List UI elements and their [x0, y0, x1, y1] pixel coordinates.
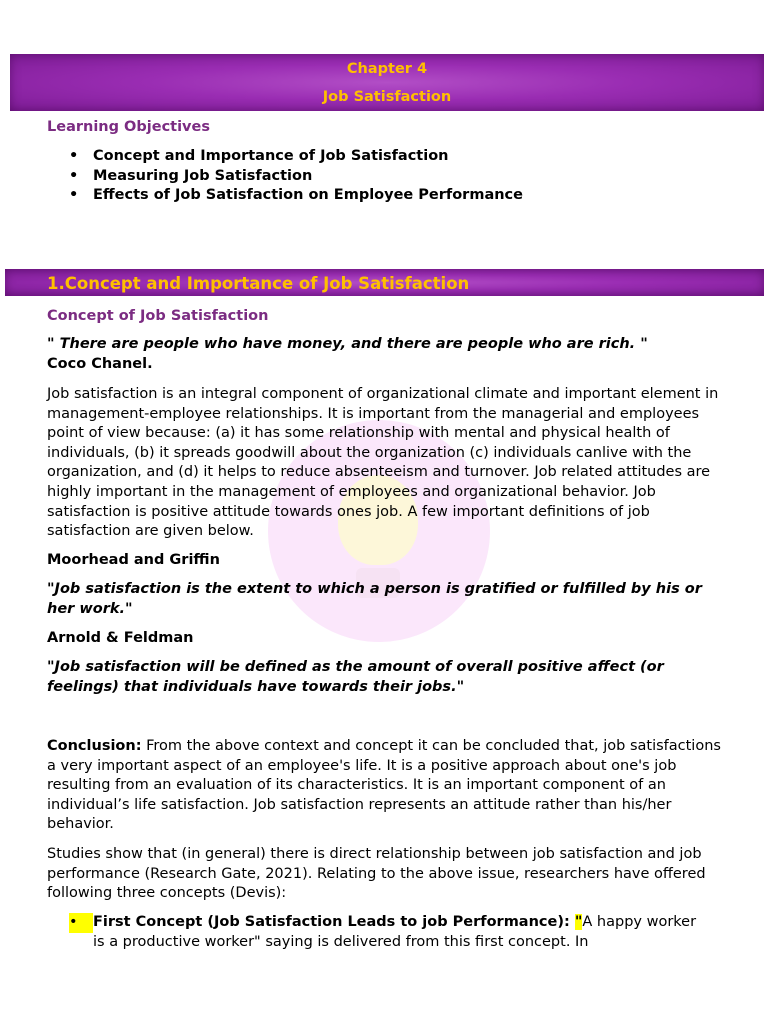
open-quote: " — [574, 914, 583, 930]
chapter-label: Chapter 4 — [346, 61, 428, 77]
learning-objectives-heading: Learning Objectives — [47, 119, 210, 135]
intro-paragraph: Job satisfaction is an integral component of organizational climate and important element in management-employee relationships. It is important from the managerial and employees point of view because: (a) it has some relationship with mental and physical health of individuals, (b) it spreads goodwill about the organization (c) individuals canlive with the organization, and (d) it helps to reduce absenteeism and turnover. Job related attitudes are highly important in the management of employees and organizational behavior. Job satisfaction is positive attitude towards ones job. A few important definitions of job satisfaction are given below. — [47, 386, 719, 540]
concept-text: A happy worker is a productive worker" saying is delivered from this first concept. In — [93, 914, 697, 950]
list-item: • Effects of Job Satisfaction on Employee Performance — [47, 186, 727, 206]
section-banner — [5, 269, 764, 296]
opening-quote: " There are people who have money, and there are people who are rich. " — [47, 336, 648, 352]
learning-objectives-list — [47, 147, 727, 206]
section-title: 1.Concept and Importance of Job Satisfaction — [47, 274, 470, 293]
conclusion-label: Conclusion: — [47, 738, 142, 754]
list-item: • Concept and Importance of Job Satisfaction — [47, 147, 727, 167]
concept-subheading: Concept of Job Satisfaction — [47, 308, 269, 324]
concept-label: First Concept (Job Satisfaction Leads to job Performance): — [93, 914, 575, 930]
conclusion-text: From the above context and concept it can be concluded that, job satisfactions a very important aspect of an employee's life. It is a positive approach about one's job resulting from an evaluation of its characteristics. It is an important component of an individual’s life satisfaction. Job satisfaction represents an attitude rather than his/her behavior. — [47, 738, 721, 833]
definition-quote: "Job satisfaction is the extent to which a person is gratified or fulfilled by his or her work." — [47, 581, 702, 617]
definition-author: Arnold & Feldman — [47, 630, 194, 646]
list-item — [69, 913, 709, 952]
chapter-title: Job Satisfaction — [322, 89, 452, 105]
chapter-banner — [10, 54, 764, 111]
conclusion-paragraph — [47, 737, 727, 835]
bullet-icon: • — [69, 913, 93, 933]
quote-author: Coco Chanel. — [47, 356, 153, 372]
definition-author: Moorhead and Griffin — [47, 552, 220, 568]
definition-quote: "Job satisfaction will be defined as the amount of overall positive affect (or feelings) that individuals have towards their jobs." — [47, 659, 664, 695]
list-item: • Measuring Job Satisfaction — [47, 167, 727, 187]
studies-paragraph: Studies show that (in general) there is direct relationship between job satisfaction and job performance (Research Gate, 2021). Relating to the above issue, researchers have offered following three concepts (Devis): — [47, 846, 706, 902]
